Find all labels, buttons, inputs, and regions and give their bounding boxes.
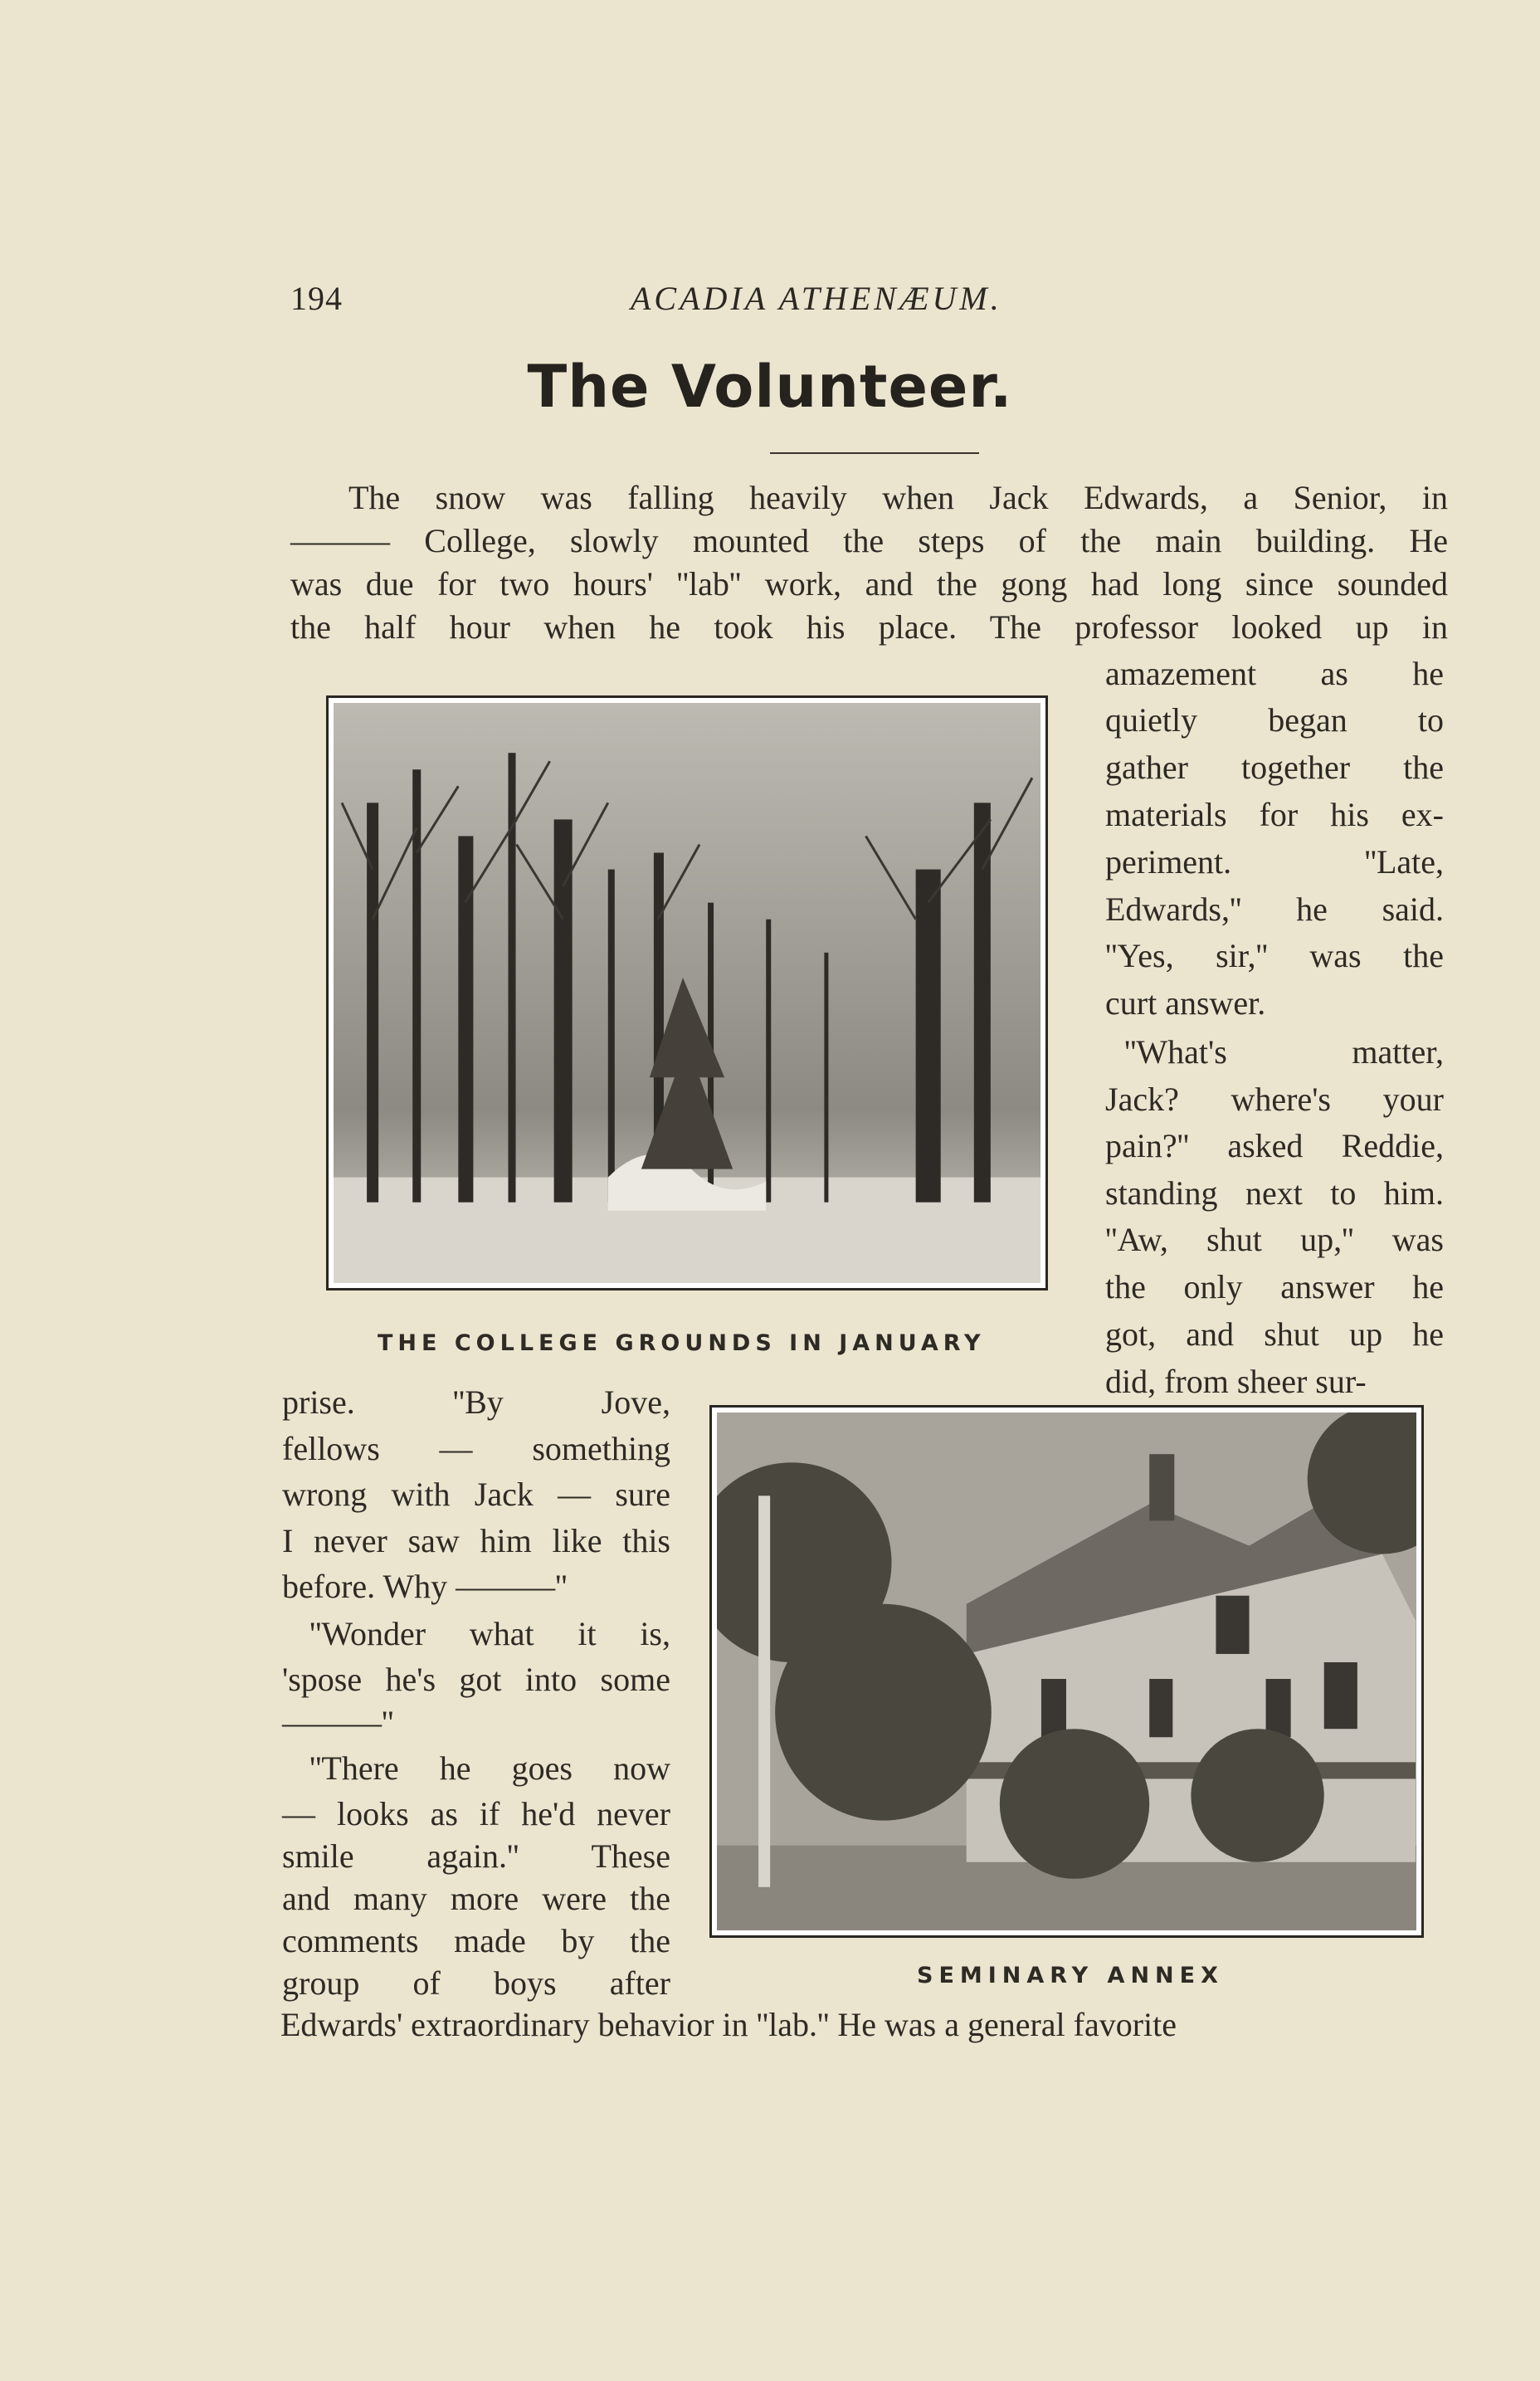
snowy-trees-image xyxy=(334,703,1040,1283)
body-line: ——— College, slowly mounted the steps of the main building. He xyxy=(290,522,1448,559)
body-line: materials for his ex- xyxy=(1105,796,1444,833)
body-line: before. Why ———'' xyxy=(282,1568,568,1605)
house-image xyxy=(717,1412,1416,1930)
body-line: periment. ''Late, xyxy=(1105,843,1444,881)
body-line: Edwards,'' he said. xyxy=(1105,890,1444,928)
caption-college-grounds: THE COLLEGE GROUNDS IN JANUARY xyxy=(378,1330,986,1356)
photo-seminary-annex xyxy=(709,1405,1424,1938)
body-line: fellows — something xyxy=(282,1430,670,1467)
body-line: standing next to him. xyxy=(1105,1174,1444,1212)
title-rule xyxy=(770,452,979,454)
body-line: the only answer he xyxy=(1105,1268,1444,1305)
body-line: ''Wonder what it is, xyxy=(309,1615,670,1652)
body-line: ''Yes, sir,'' was the xyxy=(1105,937,1444,974)
running-title: ACADIA ATHENÆUM. xyxy=(631,280,1002,317)
body-line: The snow was falling heavily when Jack Edwards, a Senior, in xyxy=(348,479,1448,516)
body-line: pain?'' asked Reddie, xyxy=(1105,1127,1444,1164)
body-line: ''Aw, shut up,'' was xyxy=(1105,1221,1444,1258)
body-line: comments made by the xyxy=(282,1922,670,1959)
body-line: smile again.'' These xyxy=(282,1837,670,1875)
body-line: Edwards' extraordinary behavior in ''lab.'' He was a general favorite xyxy=(280,2006,1177,2043)
body-line: I never saw him like this xyxy=(282,1522,670,1559)
body-line: 'spose he's got into some xyxy=(282,1661,670,1698)
caption-seminary-annex: SEMINARY ANNEX xyxy=(917,1963,1224,1988)
page-number: 194 xyxy=(290,280,343,317)
body-line: quietly began to xyxy=(1105,701,1444,739)
body-line: got, and shut up he xyxy=(1105,1315,1444,1353)
body-line: and many more were the xyxy=(282,1880,670,1917)
body-line: group of boys after xyxy=(282,1964,670,2002)
body-line: prise. ''By Jove, xyxy=(282,1383,670,1421)
body-line: wrong with Jack — sure xyxy=(282,1476,670,1513)
body-line: the half hour when he took his place. The professor looked up in xyxy=(290,608,1448,646)
photo-college-grounds xyxy=(326,695,1048,1291)
body-line: ———'' xyxy=(282,1704,394,1741)
body-line: ''There he goes now xyxy=(309,1749,670,1787)
body-line: curt answer. xyxy=(1105,984,1266,1022)
body-line: did, from sheer sur- xyxy=(1105,1363,1367,1400)
body-line: gather together the xyxy=(1105,749,1444,786)
body-line: Jack? where's your xyxy=(1105,1081,1444,1118)
body-line: was due for two hours' ''lab'' work, and the gong had long since sounded xyxy=(290,565,1448,603)
body-line: amazement as he xyxy=(1105,655,1444,692)
article-title: The Volunteer. xyxy=(527,353,1013,421)
body-line: — looks as if he'd never xyxy=(282,1795,670,1832)
body-line: ''What's matter, xyxy=(1124,1033,1444,1071)
